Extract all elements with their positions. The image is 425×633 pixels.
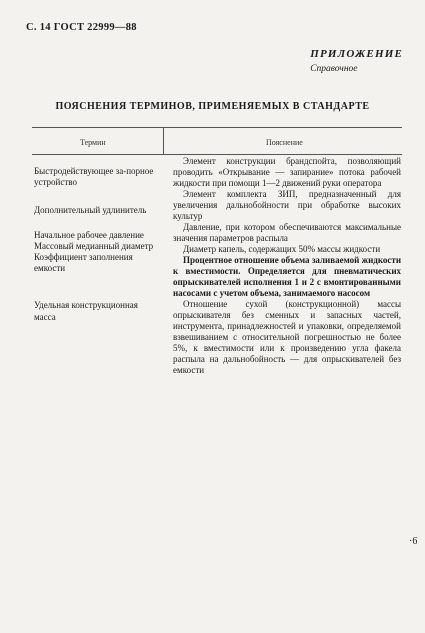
term-item: Начальное рабочее давление [34, 229, 144, 240]
column-header-explanation: Пояснение [266, 138, 303, 147]
explanations-column [173, 156, 401, 376]
table-column-divider [163, 127, 164, 154]
term-item: Удельная конструкционная масса [34, 300, 138, 322]
page-mark: ·6 [409, 536, 418, 547]
explanation-item: Процентное отношение объема заливаемой жидкости к вместимости. Определяется для пневматических опрыскивателей исполнения 1 и 2 с вмонтированными насосами с учетом объема, занимаемого насосом [173, 255, 401, 298]
explanation-item: Диаметр капель, содержащих 50% массы жидкости [183, 244, 381, 254]
term-item: Массовый медианный диаметр [34, 240, 154, 251]
term-item: Быстродействующее за-порное устройство [34, 166, 154, 188]
explanation-item: Элемент конструкции брандспойта, позволяющий проводить «Открывание — запирание» потока рабочей жидкости при помощи 1—2 движений руки оператора [173, 156, 401, 188]
column-header-term: Термин [80, 138, 106, 147]
table-top-rule [32, 127, 402, 128]
term-item: Коэффициент заполнения емкости [34, 252, 133, 274]
document-title: ПОЯСНЕНИЯ ТЕРМИНОВ, ПРИМЕНЯЕМЫХ В СТАНДАРТЕ [55, 101, 370, 112]
terms-column [34, 166, 158, 323]
explanation-item: Давление, при котором обеспечиваются максимальные значения параметров распыла [173, 222, 401, 243]
appendix-subtitle: Справочное [310, 64, 358, 74]
term-item: Дополнительный удлинитель [34, 205, 147, 216]
table-header-rule [32, 154, 402, 155]
appendix-title: ПРИЛОЖЕНИЕ [310, 48, 403, 60]
appendix-label [310, 48, 403, 74]
page-header: С. 14 ГОСТ 22999—88 [26, 22, 137, 33]
explanation-item: Отношение сухой (конструкционной) массы опрыскивателя без сменных и запасных частей, инструмента, принадлежностей и упаковки, определяемой взвешиванием с относительной погрешностью не более 5%, к вместимости или к произведению угла факела распыла на дальнобойность — для опрыскивателей без емкости [173, 299, 401, 375]
explanation-item: Элемент комплекта ЗИП, предназначенный для увеличения дальнобойности при обработке высоких культур [173, 189, 401, 221]
